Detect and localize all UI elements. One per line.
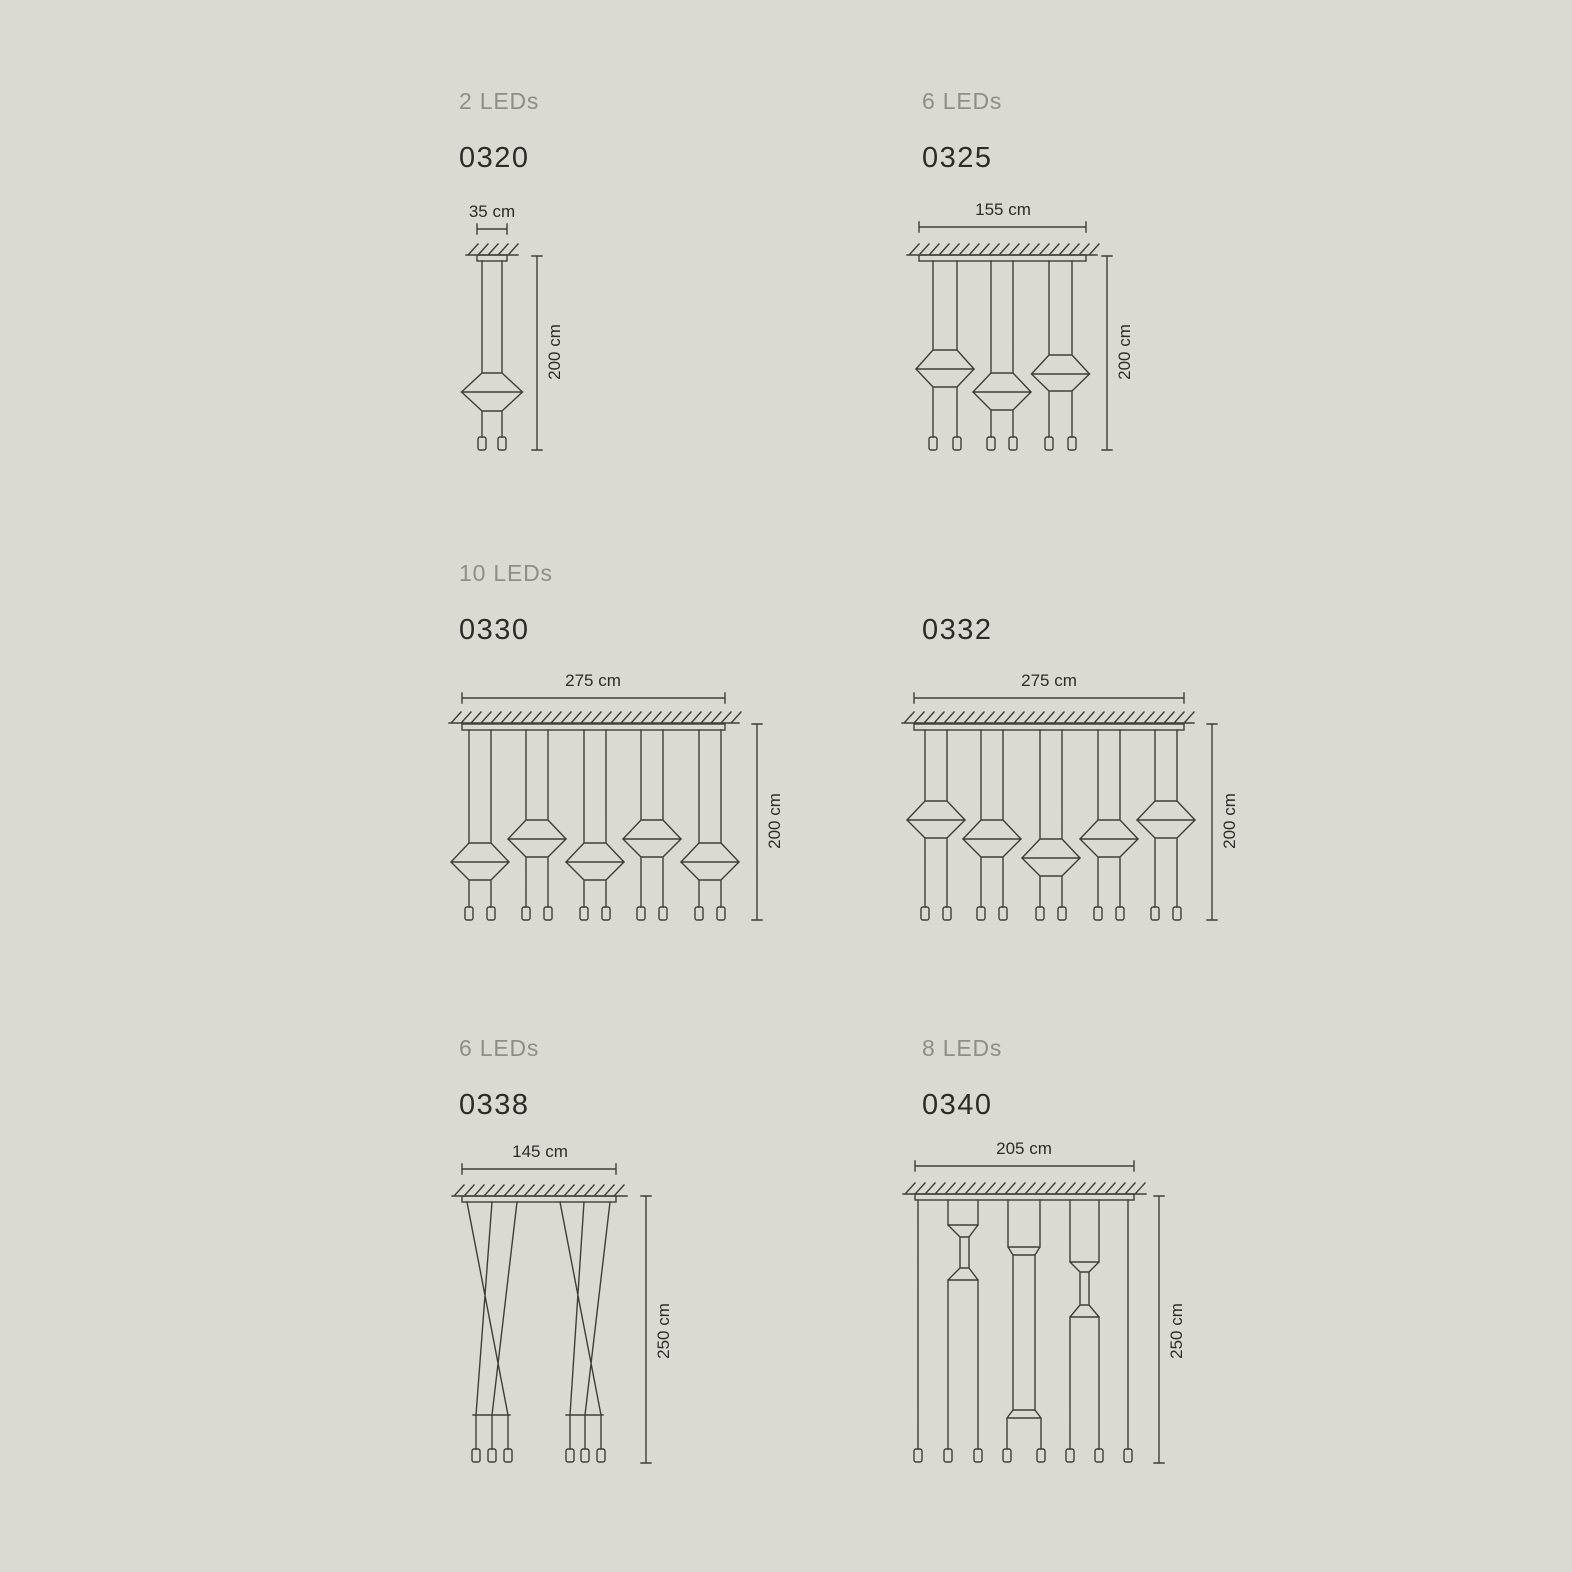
fixture-art-0330 bbox=[449, 693, 762, 920]
drop-dimension-0320: 200 cm bbox=[545, 324, 564, 380]
leds-count-0320: 2 LEDs bbox=[459, 88, 540, 114]
drop-dimension-0332: 200 cm bbox=[1220, 793, 1239, 849]
leds-count-0340: 8 LEDs bbox=[922, 1035, 1003, 1061]
drop-dimension-0338: 250 cm bbox=[654, 1303, 673, 1359]
model-number-0330: 0330 bbox=[459, 614, 530, 646]
model-number-0332: 0332 bbox=[922, 614, 993, 646]
width-dimension-0338: 145 cm bbox=[512, 1142, 568, 1161]
width-dimension-0320: 35 cm bbox=[468, 202, 516, 221]
fixture-art-0338 bbox=[452, 1164, 651, 1463]
width-dimension-0325: 155 cm bbox=[975, 200, 1031, 219]
drop-dimension-0325: 200 cm bbox=[1115, 324, 1134, 380]
drop-dimension-0340: 250 cm bbox=[1167, 1303, 1186, 1359]
leds-count-0330: 10 LEDs bbox=[459, 560, 553, 586]
fixture-art-0325 bbox=[907, 222, 1112, 450]
model-number-0320: 0320 bbox=[459, 142, 530, 174]
model-number-0338: 0338 bbox=[459, 1089, 530, 1121]
leds-count-0325: 6 LEDs bbox=[922, 88, 1003, 114]
model-number-0325: 0325 bbox=[922, 142, 993, 174]
width-dimension-0330: 275 cm bbox=[565, 671, 621, 690]
fixture-art-0340 bbox=[903, 1161, 1164, 1463]
width-dimension-0340: 205 cm bbox=[996, 1139, 1052, 1158]
fixture-art-0320 bbox=[462, 224, 543, 450]
drop-dimension-0330: 200 cm bbox=[765, 793, 784, 849]
model-number-0340: 0340 bbox=[922, 1089, 993, 1121]
leds-count-0338: 6 LEDs bbox=[459, 1035, 540, 1061]
fixture-art-0332 bbox=[902, 693, 1217, 920]
width-dimension-0332: 275 cm bbox=[1021, 671, 1077, 690]
